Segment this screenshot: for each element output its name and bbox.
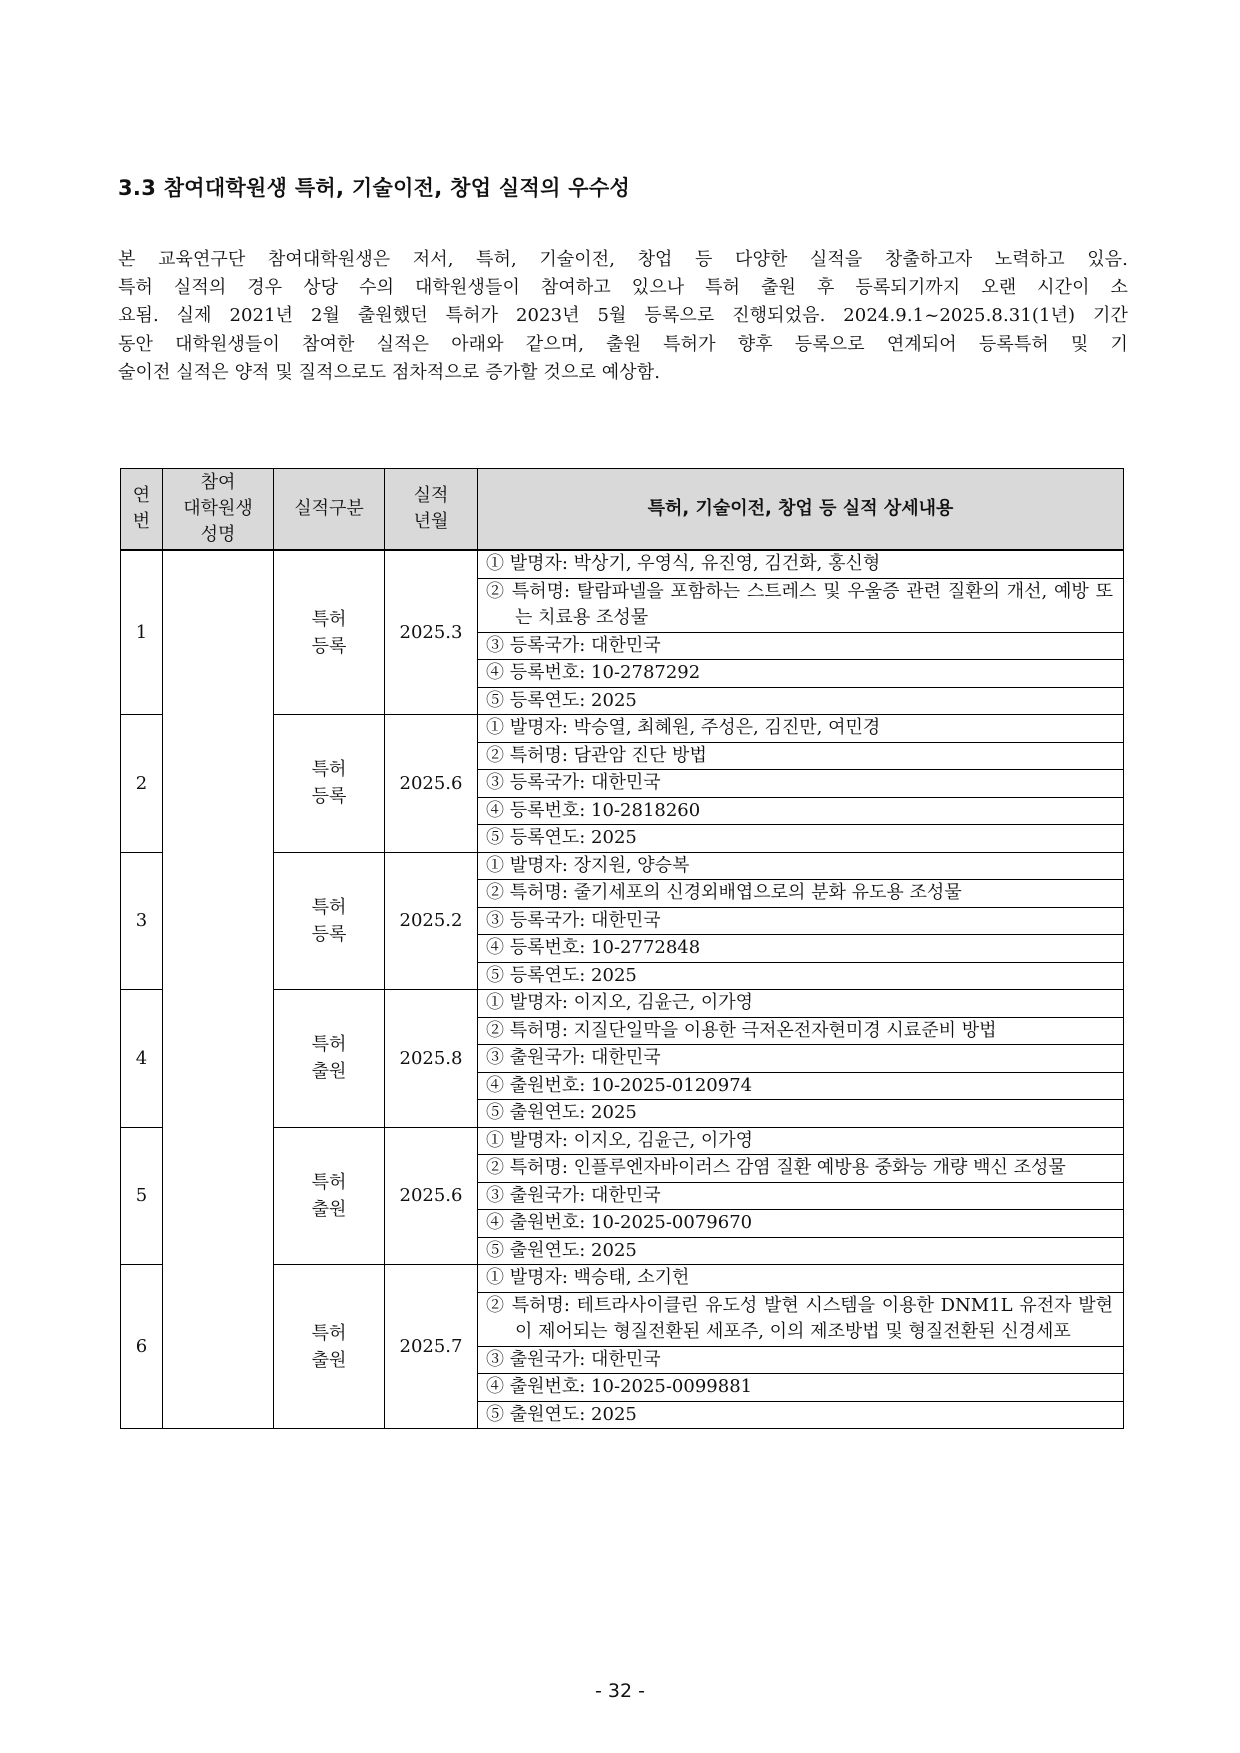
paragraph-line: 특허 실적의 경우 상당 수의 대학원생들이 참여하고 있으나 특허 출원 후 등록되기까지 오랜 시간이 소 <box>118 277 1128 299</box>
header-name-line2: 대학원생 <box>183 498 253 519</box>
detail-item: ② 특허명: 인플루엔자바이러스 감염 질환 예방용 중화능 개량 백신 조성물 <box>478 1155 1123 1183</box>
detail-item: ⑤ 등록연도: 2025 <box>486 964 637 986</box>
detail-item: ⑤ 출원연도: 2025 <box>486 1102 637 1123</box>
kind-line1: 특허 <box>311 896 347 918</box>
paragraph-line: 동안 대학원생들이 참여한 실적은 아래와 같으며, 출원 특허가 향후 등록으로 연계되어 등록특허 및 기 <box>118 333 1128 355</box>
header-date <box>385 469 478 551</box>
detail-item: ④ 출원번호: 10-2025-0079670 <box>478 1210 1123 1238</box>
detail-item: ③ 등록국가: 대한민국 <box>478 770 1123 798</box>
header-student-name <box>163 469 274 551</box>
row-detail <box>478 715 1124 853</box>
detail-item: ① 발명자: 박승열, 최혜원, 주성은, 김진만, 여민경 <box>478 715 1123 743</box>
kind-line1: 특허 <box>311 1034 347 1056</box>
paragraph-line: 본 교육연구단 참여대학원생은 저서, 특허, 기술이전, 창업 등 다양한 실적을 창출하고자 노력하고 있음. <box>118 249 1128 270</box>
kind-line1: 특허 <box>311 1171 347 1193</box>
row-kind <box>274 715 385 853</box>
detail-item: ④ 등록번호: 10-2787292 <box>478 660 1123 688</box>
detail-item: ⑤ 등록연도: 2025 <box>486 827 637 848</box>
page-number: - 32 - <box>595 1680 645 1702</box>
header-name-line3: 성명 <box>200 524 236 545</box>
kind-line1: 특허 <box>311 759 347 781</box>
row-detail <box>478 550 1124 715</box>
detail-item: ① 발명자: 이지오, 김윤근, 이가영 <box>478 1128 1123 1156</box>
header-date-line1: 실적 <box>413 485 449 506</box>
header-detail: 특허, 기술이전, 창업 등 실적 상세내용 <box>478 469 1124 551</box>
detail-item: ③ 출원국가: 대한민국 <box>478 1183 1123 1211</box>
row-date: 2025.3 <box>385 550 478 715</box>
section-heading: 3.3 참여대학원생 특허, 기술이전, 창업 실적의 우수성 <box>118 176 631 200</box>
row-detail <box>478 1127 1124 1265</box>
row-no: 2 <box>121 715 163 853</box>
detail-item: ③ 등록국가: 대한민국 <box>478 633 1123 661</box>
paragraph-line: 술이전 실적은 양적 및 질적으로도 점차적으로 증가할 것으로 예상함. <box>118 361 661 383</box>
detail-item: ③ 출원국가: 대한민국 <box>478 1045 1123 1073</box>
row-no: 1 <box>121 550 163 715</box>
detail-item: ③ 등록국가: 대한민국 <box>478 908 1123 936</box>
header-name-line1: 참여 <box>200 472 236 493</box>
table-header <box>121 469 1124 551</box>
row-no: 6 <box>121 1265 163 1429</box>
row-date: 2025.6 <box>385 1127 478 1265</box>
kind-line2: 출원 <box>311 1198 347 1220</box>
detail-item: ② 특허명: 지질단일막을 이용한 극저온전자현미경 시료준비 방법 <box>478 1018 1123 1046</box>
detail-item: ④ 출원번호: 10-2025-0120974 <box>478 1073 1123 1101</box>
table-body <box>121 550 1124 1429</box>
detail-item: ⑤ 등록연도: 2025 <box>486 689 637 711</box>
row-kind <box>274 1265 385 1429</box>
detail-item: ④ 출원번호: 10-2025-0099881 <box>478 1374 1123 1402</box>
row-date: 2025.7 <box>385 1265 478 1429</box>
kind-line2: 출원 <box>311 1349 347 1371</box>
detail-item: ② 특허명: 탈람파넬을 포함하는 스트레스 및 우울증 관련 질환의 개선, 예방 또는 치료용 조성물 <box>478 579 1123 633</box>
header-no-line1: 연 <box>132 485 151 506</box>
detail-item: ⑤ 출원연도: 2025 <box>486 1403 637 1425</box>
kind-line2: 등록 <box>311 923 347 945</box>
detail-item: ② 특허명: 담관암 진단 방법 <box>478 743 1123 771</box>
row-date: 2025.6 <box>385 715 478 853</box>
row-kind <box>274 1127 385 1265</box>
detail-item: ③ 출원국가: 대한민국 <box>478 1347 1123 1375</box>
row-date: 2025.2 <box>385 852 478 990</box>
header-kind: 실적구분 <box>274 469 385 551</box>
row-kind <box>274 852 385 990</box>
detail-item: ② 특허명: 테트라사이클린 유도성 발현 시스템을 이용한 DNM1L 유전자 발현이 제어되는 형질전환된 세포주, 이의 제조방법 및 형질전환된 신경세포 <box>478 1293 1123 1347</box>
detail-item: ④ 등록번호: 10-2772848 <box>478 935 1123 963</box>
detail-item: ① 발명자: 박상기, 우영식, 유진영, 김건화, 홍신형 <box>478 551 1123 579</box>
row-detail <box>478 1265 1124 1429</box>
detail-item: ⑤ 출원연도: 2025 <box>486 1239 637 1261</box>
performance-table <box>120 468 1124 1429</box>
header-date-line2: 년월 <box>413 511 449 532</box>
kind-line2: 등록 <box>311 635 347 657</box>
row-no: 3 <box>121 852 163 990</box>
paragraph-line: 요됨. 실제 2021년 2월 출원했던 특허가 2023년 5월 등록으로 진행되었음. 2024.9.1~2025.8.31(1년) 기간 <box>118 305 1128 327</box>
row-no: 5 <box>121 1127 163 1265</box>
row-kind <box>274 550 385 715</box>
header-no <box>121 469 163 551</box>
row-detail <box>478 852 1124 990</box>
detail-item: ① 발명자: 백승태, 소기헌 <box>478 1265 1123 1293</box>
detail-item: ① 발명자: 장지원, 양승복 <box>478 853 1123 881</box>
kind-line1: 특허 <box>311 1322 347 1344</box>
kind-line1: 특허 <box>311 608 347 630</box>
row-kind <box>274 990 385 1128</box>
detail-item: ① 발명자: 이지오, 김윤근, 이가영 <box>478 990 1123 1018</box>
table-row <box>121 550 1124 715</box>
row-detail <box>478 990 1124 1128</box>
detail-item: ② 특허명: 줄기세포의 신경외배엽으로의 분화 유도용 조성물 <box>478 880 1123 908</box>
row-no: 4 <box>121 990 163 1128</box>
student-name-cell <box>163 550 274 1429</box>
kind-line2: 등록 <box>311 786 347 808</box>
row-date: 2025.8 <box>385 990 478 1128</box>
detail-item: ④ 등록번호: 10-2818260 <box>478 798 1123 826</box>
kind-line2: 출원 <box>311 1061 347 1083</box>
intro-paragraph <box>118 246 1128 387</box>
header-no-line2: 번 <box>132 511 151 532</box>
